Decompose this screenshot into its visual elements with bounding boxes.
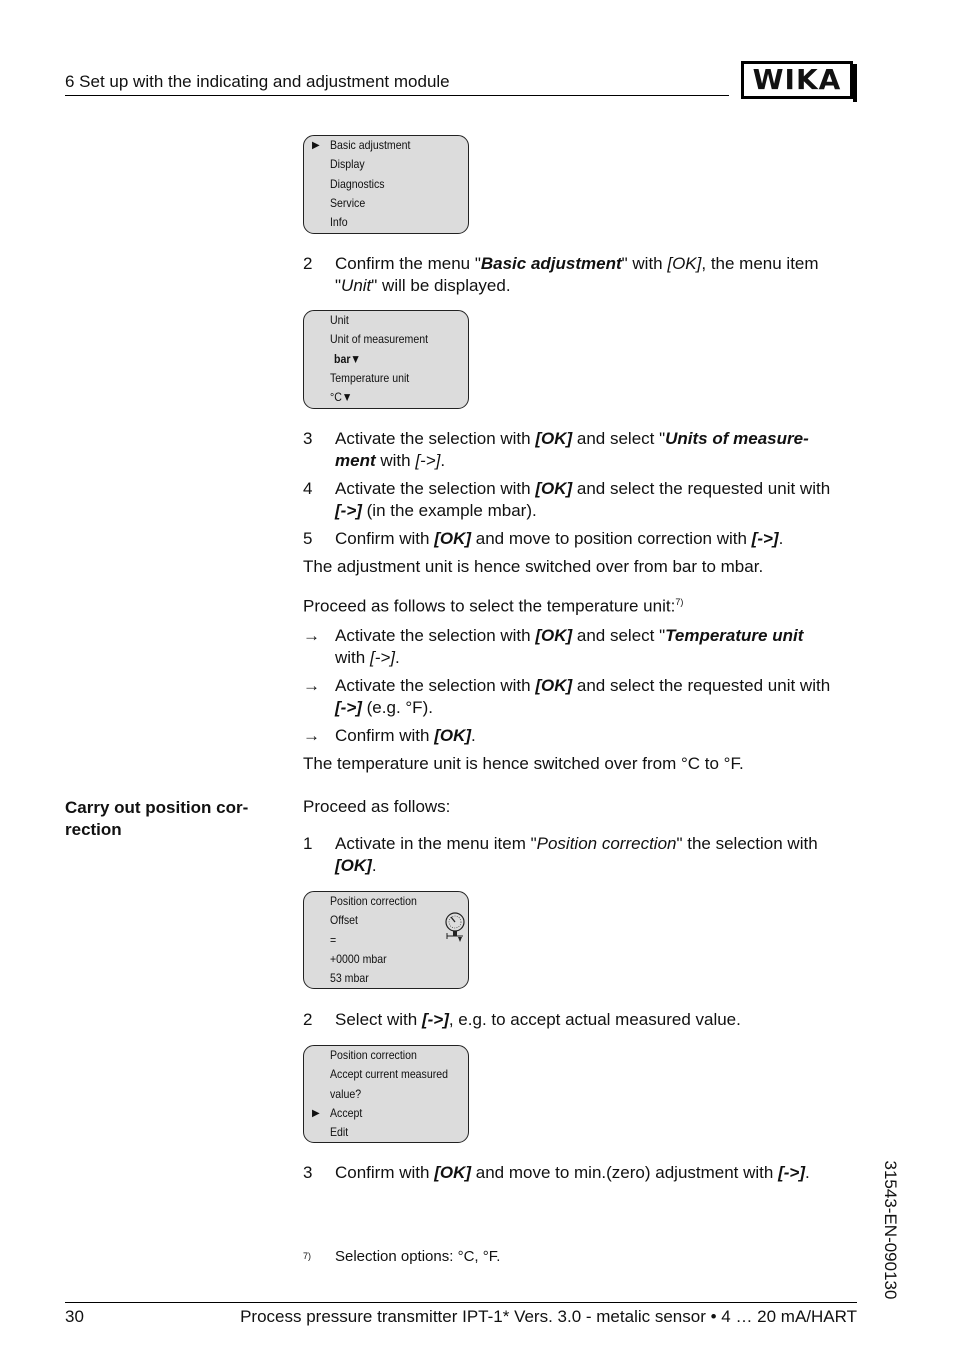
lcd-unit-measurement: Unit of measurement: [330, 332, 429, 346]
step-text-line2: "Unit" will be displayed.: [335, 276, 511, 295]
display-main-menu: [303, 135, 469, 234]
display-position-correction: Position correction Offset = +0000 mbar 53 mbar: [303, 891, 469, 989]
footer-rule: [65, 1302, 857, 1303]
menu-item-diagnostics: Diagnostics: [330, 177, 385, 191]
lcd-temperature-unit: Temperature unit: [330, 371, 410, 385]
display-unit: [303, 310, 469, 409]
document-code: 31543-EN-090130: [881, 1160, 900, 1300]
arrow-icon: →: [303, 676, 320, 695]
arrow-icon: →: [303, 726, 320, 745]
arrow-icon: →: [303, 626, 320, 645]
selection-arrow-icon: ▶: [312, 1108, 320, 1119]
display-accept-value: Position correction Accept current measured value? ▶ Accept Edit: [303, 1045, 469, 1143]
pressure-gauge-icon: [444, 910, 466, 944]
step-number: 2: [303, 254, 313, 273]
footnote-ref: 7): [675, 597, 684, 607]
lcd-unit-bar: bar▼: [334, 352, 361, 366]
footnote-text: Selection options: °C, °F.: [335, 1248, 501, 1265]
lcd-unit-title: Unit: [330, 313, 349, 327]
menu-item-service: Service: [330, 196, 366, 210]
footer-title: Process pressure transmitter IPT-1* Vers. 3.0 - metalic sensor • 4 … 20 mA/HART: [240, 1307, 857, 1326]
step-text: Confirm the menu "Basic adjustment" with [OK], the menu item: [335, 254, 819, 273]
lcd-temp-celsius: °C▼: [330, 390, 353, 404]
logo-text: WIKA: [752, 63, 842, 96]
lcd-accept: Accept: [330, 1106, 363, 1120]
menu-item-display: Display: [330, 157, 365, 171]
para-proceed-temp: Proceed as follows to select the temperature unit:$^{7)}$: [303, 596, 684, 616]
footnote-mark: 7): [303, 1251, 312, 1261]
logo-shadow: [853, 64, 857, 102]
wika-logo: [741, 61, 853, 99]
running-header: 6 Set up with the indicating and adjustment module: [65, 72, 450, 91]
menu-item-basic-adjustment: Basic adjustment: [330, 138, 411, 152]
selection-arrow-icon: ▶: [312, 140, 320, 151]
page-number: 30: [65, 1307, 84, 1326]
lcd-edit: Edit: [330, 1125, 349, 1139]
para-temp-switched: The temperature unit is hence switched over from °C to °F.: [303, 754, 744, 773]
para-proceed: Proceed as follows:: [303, 797, 451, 816]
menu-item-info: Info: [330, 215, 348, 229]
header-rule: [65, 95, 729, 96]
side-heading: Carry out position cor- rection: [65, 798, 249, 839]
para-unit-switched: The adjustment unit is hence switched over from bar to mbar.: [303, 557, 764, 576]
